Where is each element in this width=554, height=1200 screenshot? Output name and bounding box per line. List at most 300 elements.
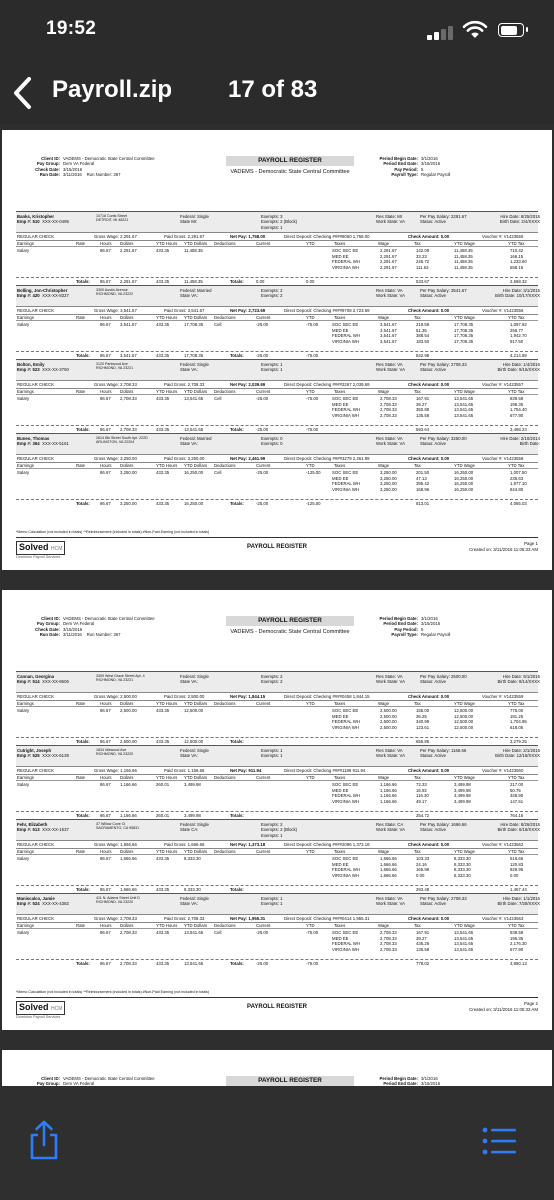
ytd-tax: 166.15 <box>510 253 524 259</box>
period-begin: 3/1/2016 <box>421 1076 438 1081</box>
tax-wage: 1,166.66 <box>380 793 397 798</box>
ytd-wage: 12,500.00 <box>454 713 474 719</box>
tax-amount: 340.99 <box>416 719 430 724</box>
dates <box>484 288 540 299</box>
tax-amount: 388.54 <box>416 333 430 338</box>
ytd-tax: 0.00 <box>510 872 519 878</box>
exempt: Exempts: 1 <box>261 896 283 901</box>
total-ytd-tax: 4,065.03 <box>510 501 527 506</box>
res-state: Res State: VA <box>376 436 403 441</box>
address-line: 3120 Parkwood Ave <box>96 362 128 366</box>
total-tax: 655.85 <box>416 739 430 744</box>
employee-header <box>16 672 538 692</box>
column-header: Earnings <box>17 775 34 780</box>
brand: Solved <box>19 1002 49 1013</box>
totals-row <box>16 885 538 892</box>
ytd-wage: 8,333.30 <box>454 872 471 878</box>
tax-name: FEDERAL WH <box>332 867 361 872</box>
paid-gross: Paid Gross: 2,291.67 <box>164 234 205 239</box>
tax-amount: 47.13 <box>416 475 427 481</box>
column-header: Current <box>256 923 271 928</box>
dates <box>484 674 540 685</box>
share-icon[interactable] <box>28 1120 60 1160</box>
tax-wage: 3,541.67 <box>380 322 397 327</box>
tax-name: FEDERAL WH <box>332 719 361 724</box>
ytd-tax: 235.63 <box>510 475 524 481</box>
federal-status: Federal: Single <box>180 896 209 901</box>
ytd-dollars: 13,541.65 <box>184 396 204 401</box>
column-header: Wage <box>378 463 390 468</box>
column-header: Hours <box>100 849 112 854</box>
column-header: Tax <box>414 315 421 320</box>
totals-label: Totals: <box>230 353 244 358</box>
label: Pay Group: <box>36 161 60 167</box>
birth-date: Birth Date: <box>519 441 540 447</box>
ytd-wage: 16,250.00 <box>454 475 474 481</box>
column-header: Rate <box>76 701 86 706</box>
label: Period Begin Date: <box>379 616 418 621</box>
register-title-block <box>226 616 354 636</box>
check-amount: Check Amount: 0.00 <box>408 234 450 239</box>
states <box>376 822 416 833</box>
tax-amount: 135.58 <box>416 412 430 418</box>
employee-id-block <box>17 436 89 447</box>
list-icon[interactable] <box>482 1126 516 1156</box>
tax-amount: 183.50 <box>416 338 430 344</box>
page-number: Page 1 <box>524 541 538 547</box>
total-tax: 254.72 <box>416 813 430 818</box>
voucher-number: Voucher #: V1423559 <box>482 694 524 699</box>
rate: 86.67 <box>100 248 111 253</box>
label: Period Begin Date: <box>379 1076 418 1081</box>
tax-amount: 135.58 <box>416 946 430 952</box>
ytd-wage: 12,500.00 <box>454 719 474 724</box>
ytd-wage: 12,500.00 <box>454 724 474 730</box>
wifi-icon <box>462 20 488 40</box>
column-header: YTD <box>306 389 315 394</box>
period-info <box>370 156 490 177</box>
filing-status <box>180 436 250 447</box>
column-header: YTD Hours <box>156 849 178 854</box>
deduction-ytd: -75.00 <box>306 322 319 327</box>
column-header: Rate <box>76 389 86 394</box>
column-header: YTD Hours <box>156 463 178 468</box>
register-title: PAYROLL REGISTER <box>226 616 354 626</box>
total-ytd-dollars: 16,250.00 <box>184 501 204 506</box>
exempt: Exempts: 0 <box>261 436 283 441</box>
employee-record <box>16 285 538 358</box>
total-dollars: 2,500.00 <box>120 739 137 744</box>
earnings-body <box>16 929 538 959</box>
salary-status <box>420 674 478 685</box>
tax-name: VIRGINIA WH <box>332 724 359 730</box>
employee-record <box>16 211 538 284</box>
state-status: State CA: <box>180 827 199 833</box>
ytd-wage: 3,499.98 <box>454 787 471 793</box>
check-amount: Check Amount: 0.00 <box>408 694 450 699</box>
total-dollars: 2,708.33 <box>120 961 137 966</box>
employee-header <box>16 360 538 380</box>
total-ytd-dollars: 13,541.65 <box>184 961 204 966</box>
net-pay: Net Pay: 1,373.18 <box>230 842 266 847</box>
voucher-number: Voucher #: V1423555 <box>482 234 524 239</box>
column-header: YTD Dollars <box>184 701 208 706</box>
page-footer <box>16 990 538 1019</box>
tax-name: VIRGINIA WH <box>332 264 359 270</box>
ytd-tax: 558.15 <box>510 264 524 270</box>
column-header: YTD Hours <box>156 923 178 928</box>
label: Run Date: <box>39 172 60 178</box>
totals-row <box>16 737 538 744</box>
paid-gross: Paid Gross: 2,708.33 <box>164 916 205 921</box>
label: Period Begin Date: <box>379 156 418 161</box>
states <box>376 436 416 447</box>
tax-amount: 0.00 <box>416 872 425 878</box>
tax-name: MED EE <box>332 327 349 333</box>
column-header: Dollars <box>120 389 134 394</box>
state-status: State VA: <box>180 901 198 907</box>
per-pay-salary: Per Pay Salary: 2708.33 <box>420 896 467 901</box>
total-ytd-hours: 433.35 <box>156 279 170 284</box>
tax-wage: 2,708.33 <box>380 407 397 412</box>
direct-deposit: Direct Deposit: Checking ####3267 2,039.69 <box>284 382 370 387</box>
salary-status <box>420 436 478 447</box>
register-title: PAYROLL REGISTER <box>226 1076 354 1086</box>
page-footer <box>16 530 538 559</box>
footer-title: PAYROLL REGISTER <box>247 1004 307 1011</box>
run-date: 3/11/2016 <box>63 172 82 178</box>
hire-date: Hire Date: 3/1/2015 <box>502 288 540 293</box>
ytd-wage: 8,333.30 <box>454 867 471 872</box>
dollars: 1,666.66 <box>120 856 137 861</box>
dollars: 2,708.33 <box>120 396 137 401</box>
employee-record <box>16 671 538 744</box>
tax-name: MED EE <box>332 861 349 867</box>
ytd-wage: 13,541.65 <box>454 396 474 401</box>
tax-amount: 167.91 <box>416 396 430 401</box>
ytd-tax: 1,754.40 <box>510 407 527 412</box>
tax-wage: 1,166.66 <box>380 798 397 804</box>
tax-wage: 3,541.67 <box>380 333 397 338</box>
total-ytd-hours: 433.35 <box>156 501 170 506</box>
total-tax: 813.01 <box>416 501 430 506</box>
label: Pay Period: <box>394 166 418 172</box>
work-state: Work State: VA <box>376 219 405 225</box>
res-state: Res State: VA <box>376 896 403 901</box>
address-line: DETROIT, MI 48221 <box>96 218 129 223</box>
column-header: YTD Tax <box>508 775 525 780</box>
column-header: Deductions <box>214 315 236 320</box>
deduction-ytd: -125.00 <box>306 470 321 475</box>
employee-ssn: XXX-XX-5161 <box>42 441 69 447</box>
totals-label: Totals: <box>76 887 90 892</box>
column-header: Wage <box>378 923 390 928</box>
tax-name: SOC SEC EE <box>332 930 359 935</box>
column-header: Dollars <box>120 701 134 706</box>
employee-status: Status: Active <box>420 441 447 447</box>
column-header: Rate <box>76 463 86 468</box>
total-ytd-dollars: 3,499.98 <box>184 813 201 818</box>
label: Client ID: <box>41 616 60 621</box>
employee-id-block <box>17 896 89 907</box>
column-header: Taxes <box>334 923 346 928</box>
brand-sub: HCM <box>51 1006 63 1013</box>
gross-wage: Gross Wage: 2,708.33 <box>94 382 137 387</box>
tax-name: MED EE <box>332 713 349 719</box>
client-info <box>16 616 176 637</box>
column-header: Current <box>256 241 271 246</box>
employee-number: Emp #: 420 <box>17 293 40 299</box>
column-header: Taxes <box>334 849 346 854</box>
tax-wage: 1,666.66 <box>380 856 397 861</box>
label: Check Date: <box>35 166 60 172</box>
exempt: Exempts: 1 <box>261 748 283 753</box>
tax-wage: 2,291.67 <box>380 248 397 253</box>
ytd-wage: 11,458.35 <box>454 259 473 264</box>
total-dollars: 3,250.00 <box>120 501 137 506</box>
exempt: Exempts: 3 <box>261 214 283 219</box>
employee-record <box>16 745 538 818</box>
employee-address <box>96 288 156 297</box>
tax-name: MED EE <box>332 401 349 407</box>
total-ytd: -75.00 <box>306 961 319 966</box>
address-line: RICHMOND, VA 23222 <box>96 292 134 297</box>
battery-icon <box>498 23 524 37</box>
ytd-tax: 710.42 <box>510 248 524 253</box>
deduction-ytd: -75.00 <box>306 396 319 401</box>
column-header: YTD Dollars <box>184 849 208 854</box>
employee-status: Status: Active <box>420 901 447 907</box>
employee-address <box>96 896 156 905</box>
column-header: Hours <box>100 463 112 468</box>
employee-address <box>96 822 156 831</box>
totals-label: Totals: <box>76 961 90 966</box>
address-line: 2814 8th Street South Apt. 222D <box>96 436 148 440</box>
employee-name: Bolton, Emily <box>17 362 45 367</box>
exemptions <box>261 748 311 759</box>
tax-wage: 2,500.00 <box>380 708 397 713</box>
total-ytd-hours: 433.35 <box>156 427 170 432</box>
exemptions <box>261 822 311 838</box>
employee-name: Cannan, Georgina <box>17 674 55 679</box>
tax-amount: 219.59 <box>416 322 430 327</box>
totals-label: Totals: <box>76 501 90 506</box>
check-amount: Check Amount: 0.00 <box>408 382 450 387</box>
employee-record <box>16 893 538 966</box>
dollars: 2,291.67 <box>120 248 137 253</box>
tax-amount: 142.09 <box>416 248 430 253</box>
ytd-dollars: 3,499.98 <box>184 782 201 787</box>
label: Pay Group: <box>36 621 60 627</box>
address-line: SACRAMENTO, CA 95831 <box>96 826 140 831</box>
filing-status <box>180 748 250 759</box>
column-header: YTD Dollars <box>184 775 208 780</box>
tax-wage: 3,541.67 <box>380 338 397 344</box>
column-header: YTD Tax <box>508 389 525 394</box>
pay-group: Dem VA Federal <box>63 1081 95 1087</box>
total-tax: 533.67 <box>416 279 430 284</box>
salary-status <box>420 896 478 907</box>
tax-amount: 51.35 <box>416 327 427 333</box>
back-button[interactable] <box>12 72 34 114</box>
tax-wage: 2,500.00 <box>380 724 397 730</box>
gross-wage: Gross Wage: 3,541.67 <box>94 308 137 313</box>
birth-date: Birth Date: 9/16/XXXX <box>497 367 540 373</box>
label: Check Date: <box>35 626 60 632</box>
client-id: VADEMS - Democratic State Central Committee <box>63 1076 155 1081</box>
tax-wage: 2,708.33 <box>380 396 397 401</box>
total-ytd: 0.00 <box>306 279 315 284</box>
employee-number: Emp #: 523 <box>17 367 40 373</box>
res-state: Res State: VA <box>376 748 403 753</box>
tax-name: FEDERAL WH <box>332 941 361 946</box>
label: Payroll Type: <box>391 172 418 178</box>
earning-type: Salary <box>17 856 30 861</box>
salary-status <box>420 822 478 833</box>
net-pay: Net Pay: 1,844.15 <box>230 694 266 699</box>
employee-address <box>96 436 156 445</box>
ytd-tax: 839.58 <box>510 396 524 401</box>
birth-date: Birth Date: 10/17/XXXX <box>495 293 540 299</box>
employee-status: Status: Active <box>420 293 447 299</box>
states <box>376 362 416 373</box>
ytd-wage: 16,250.00 <box>454 481 474 486</box>
ytd-wage: 16,250.00 <box>454 486 474 492</box>
ytd-tax: 844.80 <box>510 486 524 492</box>
totals-row <box>16 277 538 284</box>
column-header: Current <box>256 315 271 320</box>
column-header: YTD Dollars <box>184 463 208 468</box>
address-line: 37 Willow Cove Ct <box>96 822 126 826</box>
exemptions <box>261 362 311 373</box>
total-rate: 86.67 <box>100 813 111 818</box>
check-amount: Check Amount: 0.00 <box>408 308 450 313</box>
ytd-wage: 16,250.00 <box>454 470 474 475</box>
pay-period: 5 <box>421 626 424 632</box>
created-on: Created on: 3/11/2016 11:05:33 AM <box>469 546 538 552</box>
period-begin: 3/1/2016 <box>421 156 438 161</box>
tax-wage: 1,666.66 <box>380 861 397 867</box>
total-ytd-tax: 3,890.13 <box>510 961 527 966</box>
exempt: Exempts: 0 <box>261 441 283 447</box>
document-viewer[interactable] <box>0 124 554 1200</box>
exempt: Exempts: 1 <box>261 362 283 367</box>
exemptions <box>261 674 311 685</box>
ytd-tax: 120.83 <box>510 861 524 867</box>
column-header: YTD Tax <box>508 849 525 854</box>
tax-amount: 350.88 <box>416 407 430 412</box>
column-header: Earnings <box>17 315 34 320</box>
tax-name: SOC SEC EE <box>332 470 359 475</box>
exemptions <box>261 896 311 907</box>
per-pay-salary: Per Pay Salary: 1666.66 <box>420 822 467 827</box>
column-header: YTD Wage <box>454 315 475 320</box>
column-header: Deductions <box>214 389 236 394</box>
hire-date: Hire Date: 8/25/2015 <box>500 214 540 219</box>
net-pay: Net Pay: 2,039.69 <box>230 382 266 387</box>
direct-deposit: Direct Deposit: Checking ####3279 2,461.99 <box>284 456 370 461</box>
employee-record <box>16 433 538 506</box>
work-state: Work State: VA <box>376 293 405 299</box>
dollars: 2,708.33 <box>120 930 137 935</box>
ytd-tax: 917.50 <box>510 338 524 344</box>
exempt: Exempts: 1 <box>261 832 283 838</box>
exemptions <box>261 288 311 299</box>
run-date: 3/11/2016 <box>63 632 82 638</box>
ytd-tax: 1,233.60 <box>510 259 527 264</box>
deduction-ytd: -75.00 <box>306 930 319 935</box>
tax-wage: 3,250.00 <box>380 470 397 475</box>
ytd-tax: 196.35 <box>510 935 524 941</box>
earnings-body <box>16 395 538 425</box>
bottom-toolbar <box>0 1086 554 1200</box>
check-type: REGULAR CHECK <box>17 916 55 921</box>
employee-ssn: XXX-XX-8606 <box>42 679 69 685</box>
tax-wage: 1,166.66 <box>380 782 397 787</box>
employee-ssn: XXX-XX-1537 <box>42 827 69 833</box>
employee-address <box>96 214 156 223</box>
column-header: Deductions <box>214 463 236 468</box>
totals-row <box>16 959 538 966</box>
ytd-hours: 433.35 <box>156 396 170 401</box>
employee-ssn: XXX-XX-4382 <box>42 901 69 907</box>
column-header: Current <box>256 775 271 780</box>
column-header: Earnings <box>17 389 34 394</box>
register-title: PAYROLL REGISTER <box>226 156 354 166</box>
total-dollars: 2,291.67 <box>120 279 137 284</box>
client-id: VADEMS - Democratic State Central Committee <box>63 616 155 621</box>
tax-name: MED EE <box>332 475 349 481</box>
brand: Solved <box>19 542 49 553</box>
register-title-block <box>226 156 354 176</box>
employee-number: Emp #: 364 <box>17 441 40 447</box>
document-page <box>2 130 552 570</box>
column-header: YTD <box>306 775 315 780</box>
ytd-wage: 3,499.98 <box>454 798 471 804</box>
total-ytd-tax: 3,468.23 <box>510 427 527 432</box>
employee-header <box>16 212 538 232</box>
tax-name: SOC SEC EE <box>332 856 359 861</box>
check-summary <box>16 454 538 463</box>
ytd-tax: 2,176.30 <box>510 941 527 946</box>
work-state: Work State: VA <box>376 441 405 447</box>
ytd-wage: 17,708.35 <box>454 322 474 327</box>
federal-status: Federal: Single <box>180 214 209 219</box>
voucher-number: Voucher #: V1423556 <box>482 308 524 313</box>
net-pay: Net Pay: 911.94 <box>230 768 262 773</box>
column-header: YTD Wage <box>454 463 475 468</box>
employee-id-block <box>17 214 89 225</box>
footer-info <box>469 1001 538 1012</box>
check-type: REGULAR CHECK <box>17 234 55 239</box>
label: Client ID: <box>41 156 60 161</box>
cellular-signal-icon <box>427 24 457 40</box>
exempt: Exempts: 2 <box>261 674 283 679</box>
column-header: YTD Tax <box>508 923 525 928</box>
employee-status: Status: Active <box>420 367 447 373</box>
rate: 86.67 <box>100 396 111 401</box>
tax-wage: 2,500.00 <box>380 713 397 719</box>
salary-status <box>420 748 478 759</box>
filing-status <box>180 896 250 907</box>
tax-amount: 33.23 <box>416 253 427 259</box>
paid-gross: Paid Gross: 3,541.67 <box>164 308 205 313</box>
earnings-body <box>16 247 538 277</box>
work-state: Work State: VA <box>376 901 405 907</box>
employee-ssn: XXX-XX-6139 <box>42 753 69 759</box>
ytd-tax: 1,007.50 <box>510 470 527 475</box>
ytd-tax: 677.90 <box>510 946 524 952</box>
